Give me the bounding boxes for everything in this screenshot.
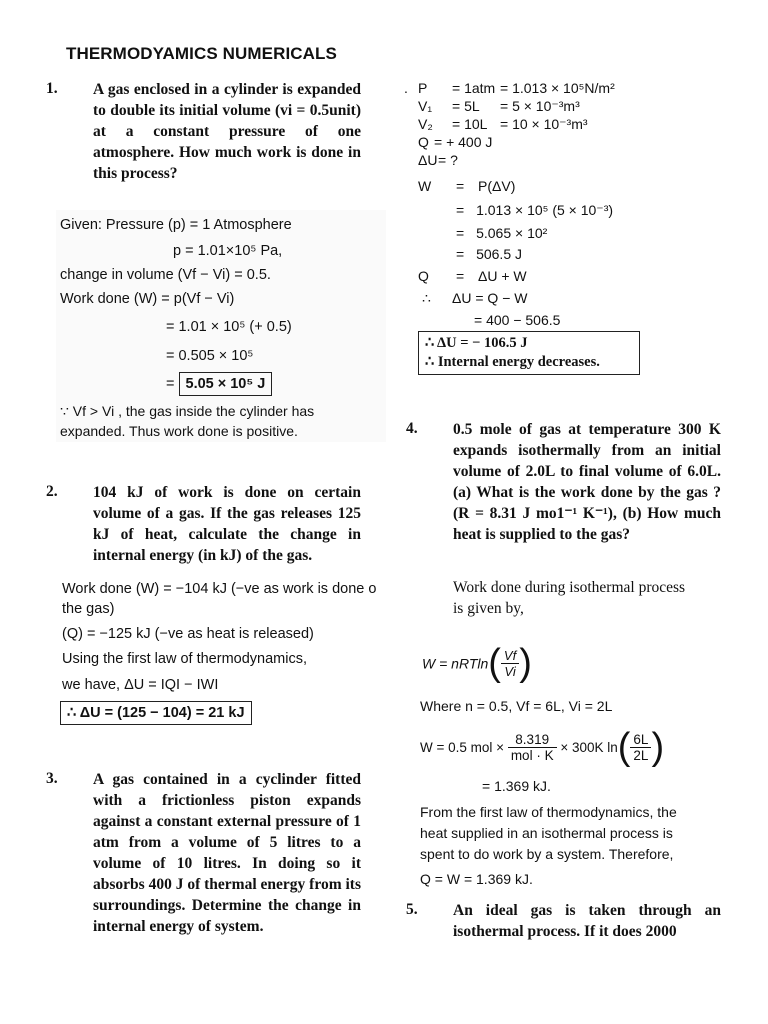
solution-1-step-2: = 0.505 × 10⁵ — [166, 348, 254, 364]
solution-4-line-2: is given by, — [453, 600, 524, 617]
solution-3-work-step-3: = 506.5 J — [456, 246, 523, 262]
question-4-text: 0.5 mole of gas at temperature 300 K expands isothermally from an initial volume of 2.0L to final volume of 6.0L. (a) What is the work done by the gas ? (R = 8.31 J mo1⁻¹ K⁻¹), (b) How much heat is supplied to the gas? — [453, 421, 721, 543]
solution-1-pressure: p = 1.01×10⁵ Pa, — [173, 243, 283, 259]
solution-4-line-1: Work done during isothermal process — [453, 579, 686, 596]
question-3-text: A gas contained in a cyclinder fitted with a frictionless piston expands against a constant external pressure of 1 atm from a volume of 5 litres to a volume of 10 litres. In doing so it absorbs 400 J of thermal energy from its surroundings. Determine the change in internal energy of system. — [93, 771, 361, 935]
solution-1-step-3 — [166, 372, 272, 396]
solution-1-conclusion-2: expanded. Thus work done is positive. — [60, 423, 298, 439]
question-1-text — [93, 79, 361, 184]
solution-4-para-line-1: From the first law of thermodynamics, the — [420, 804, 677, 820]
solution-1-given: Given: Pressure (p) = 1 Atmosphere — [60, 217, 292, 233]
solution-3-answer-box — [418, 331, 640, 375]
solution-2-line-1: Work done (W) = −104 kJ (−ve as work is done o — [62, 581, 377, 597]
solution-4-paragraph — [420, 802, 677, 890]
page-title: THERMODYAMICS NUMERICALS — [66, 44, 337, 63]
solution-4-para-line-4: Q = W = 1.369 kJ. — [420, 871, 533, 887]
solution-3-conclusion: ∴ Internal energy decreases. — [425, 354, 600, 370]
solution-3-work-step-2: = 5.065 × 10² — [456, 225, 548, 241]
solution-1-equals: = — [166, 376, 175, 392]
solution-1-work-formula: Work done (W) = p(Vf − Vi) — [60, 291, 235, 307]
solution-1-conclusion-1: ∵ Vf > Vi , the gas inside the cylinder has — [60, 403, 315, 419]
question-1-body: A gas enclosed in a cylinder is expanded to double its initial volume (vi = 0.5unit) at a constant pressure of one atmosphere. How much work is done in this process? — [93, 81, 361, 182]
solution-1-volume-change: change in volume (Vf − Vi) = 0.5. — [60, 267, 271, 283]
solution-4-formula: W = nRTln( $\frac{Vf}{Vi}$ ) — [422, 642, 532, 684]
question-5-text: An ideal gas is taken through an isothermal process. If it does 2000 — [453, 902, 721, 940]
solution-4-where: Where n = 0.5, Vf = 6L, Vi = 2L — [420, 698, 613, 714]
question-2-text: 104 kJ of work is done on certain volume of a gas. If the gas releases 125 kJ of heat, calculate the change in internal energy (in kJ) of the gas. — [93, 484, 361, 564]
solution-4-calculation: W = 0.5 mol × $\frac{8.319}{\text{mol · K}}$ × 300K ln( $\frac{6L}{2L}$ ) — [420, 726, 665, 768]
solution-1-step-1: = 1.01 × 10⁵ (+ 0.5) — [166, 319, 292, 335]
solution-2-line-5: we have, ΔU = IQI − IWI — [62, 677, 219, 693]
solution-4-para-line-2: heat supplied in an isothermal process is — [420, 825, 673, 841]
solution-4-para-line-3: spent to do work by a system. Therefore, — [420, 846, 674, 862]
solution-2-line-3: (Q) = −125 kJ (−ve as heat is released) — [62, 626, 314, 642]
solution-2-line-4: Using the first law of thermodynamics, — [62, 651, 307, 667]
solution-3-du-value: = 400 − 506.5 — [474, 312, 561, 328]
question-5-number: 5. — [406, 901, 418, 918]
question-3-number: 3. — [46, 770, 58, 787]
solution-4-result: = 1.369 kJ. — [482, 778, 551, 794]
solution-3-answer: ∴ ΔU = − 106.5 J — [425, 335, 528, 351]
solution-3-work-step-1: = 1.013 × 10⁵ (5 × 10⁻³) — [456, 202, 614, 218]
solution-2-answer-box: ∴ ΔU = (125 − 104) = 21 kJ — [60, 701, 252, 725]
question-1-number: 1. — [46, 80, 58, 97]
solution-2-line-2: the gas) — [62, 601, 115, 617]
question-2-number: 2. — [46, 483, 58, 500]
solution-1-answer-box: 5.05 × 10⁵ J — [179, 372, 273, 396]
question-4-number: 4. — [406, 420, 418, 437]
